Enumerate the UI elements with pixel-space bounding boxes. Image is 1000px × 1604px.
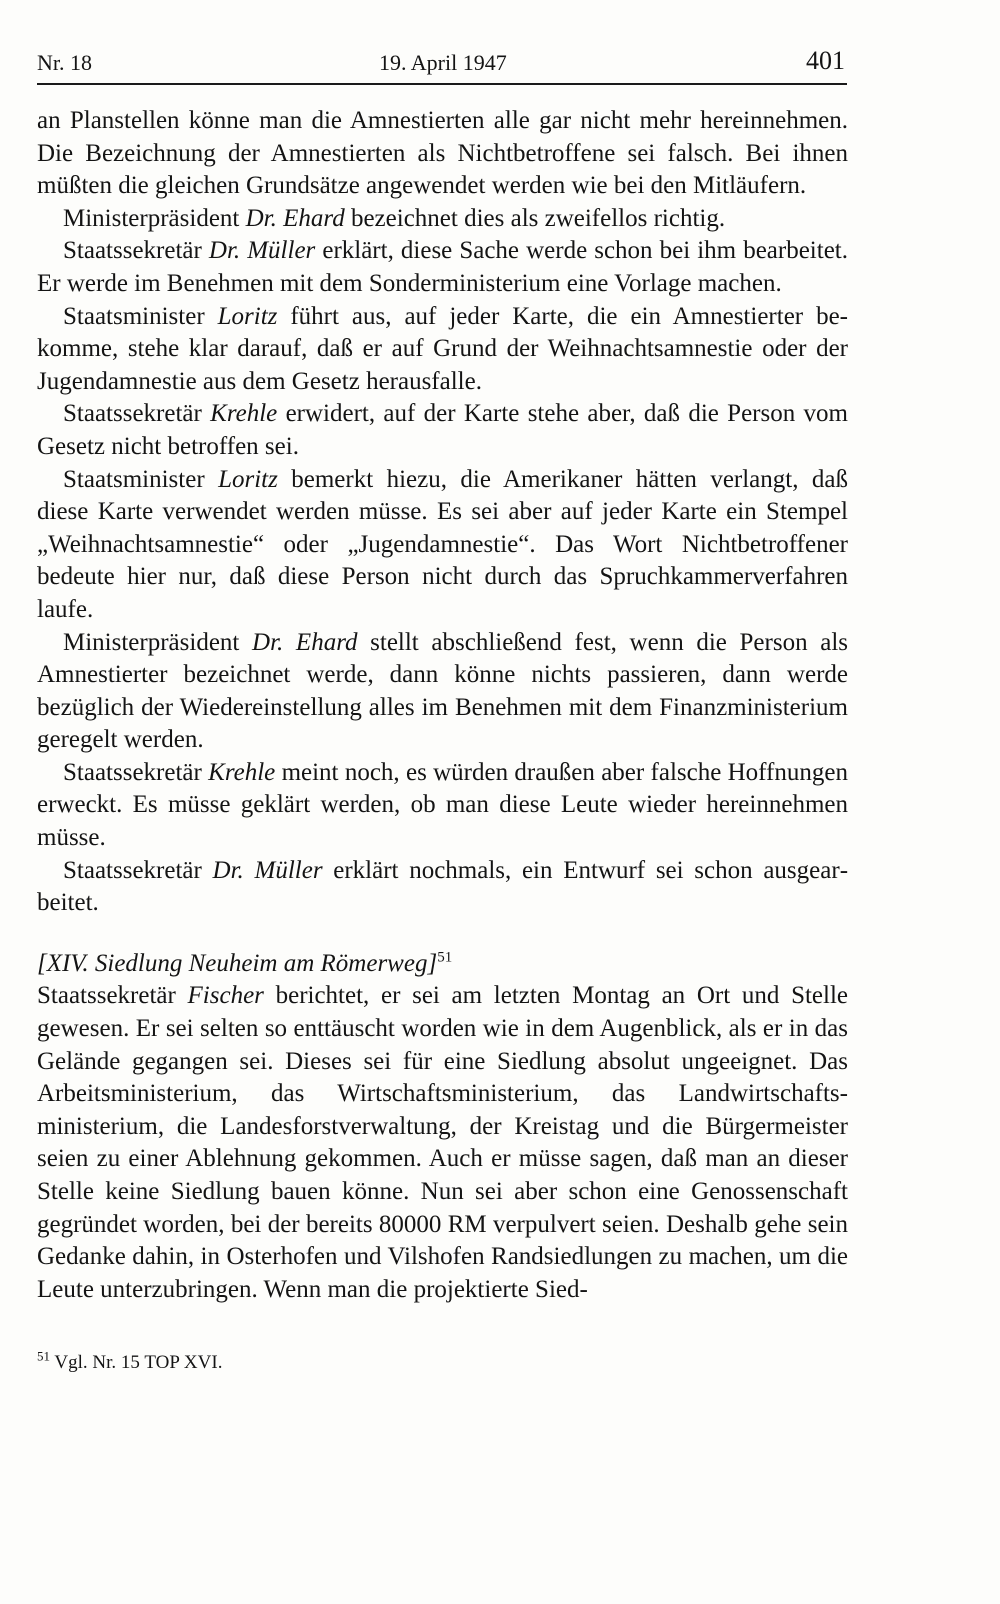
footnote-number: 51 bbox=[37, 1348, 50, 1364]
paragraph-ehard-2: Ministerpräsident Dr. Ehard stellt abschließend fest, wenn die Person als Amnestierter bezeichnet werde, dann könne nichts passieren, dann werde bezüglich der Wiedereinstellung alles im Benehmen mit dem Finanzministerium geregelt werden. bbox=[37, 628, 848, 754]
speaker-name: Fischer bbox=[187, 982, 264, 1010]
paragraph-mueller-1: Staatssekretär Dr. Müller erklärt, diese Sache werde schon bei ihm bearbeitet. Er werde im Benehmen mit dem Sonderministerium eine Vorlage machen. bbox=[37, 237, 848, 297]
page-number: 401 bbox=[806, 46, 845, 75]
paragraph-krehle-2: Staatssekretär Krehle meint noch, es würden draußen aber falsche Hoffnungen erweckt. Es müsse geklärt werden, ob man diese Leute wieder hereinnehmen müsse. bbox=[37, 758, 848, 852]
paragraph-loritz-2: Staatsminister Loritz bemerkt hiezu, die Amerikaner hätten verlangt, daß diese Karte verwendet werden müsse. Es sei aber auf jeder Karte ein Stempel „Weihnachtsamnestie“ oder „Jugendamnestie“. Das Wort Nichtbetroffener bedeute hier nur, daß diese Person nicht durch das Spruchkammerverfahren laufe. bbox=[37, 465, 848, 623]
meeting-date: 19. April 1947 bbox=[379, 50, 507, 75]
paragraph-krehle-1: Staatssekretär Krehle erwidert, auf der Karte stehe aber, daß die Person vom Gesetz nicht betroffen sei. bbox=[37, 400, 848, 460]
speaker-name: Dr. Ehard bbox=[252, 628, 358, 656]
footnote-reference[interactable]: 51 bbox=[437, 949, 453, 966]
paragraph-loritz-1: Staatsminister Loritz führt aus, auf jeder Karte, die ein Amnestierter bekomme, stehe klar darauf, daß er auf Grund der Weihnachtsamnestie oder der Jugendamnestie aus dem Gesetz herausfalle. bbox=[37, 302, 848, 395]
speaker-name: Dr. Ehard bbox=[245, 204, 345, 232]
speaker-name: Loritz bbox=[217, 302, 278, 330]
paragraph-continuation: an Planstellen könne man die Amnestierten alle gar nicht mehr hereinnehmen. Die Bezeichnung der Amnestierten als Nichtbetroffene sei falsch. Bei ihnen müßten die gleichen Grundsätze angewendet werden wie bei den Mitläufern. bbox=[37, 107, 848, 200]
footnote-text: Vgl. Nr. 15 TOP XVI. bbox=[54, 1352, 223, 1373]
document-number: Nr. 18 bbox=[37, 50, 92, 75]
paragraph-ehard-1: Ministerpräsident Dr. Ehard bezeichnet dies als zweifellos richtig. bbox=[63, 204, 726, 232]
body-text bbox=[37, 105, 848, 1306]
header-rule bbox=[37, 83, 847, 85]
speaker-name: Dr. Müller bbox=[212, 856, 323, 884]
speaker-name: Dr. Müller bbox=[208, 237, 316, 265]
speaker-name: Loritz bbox=[218, 465, 278, 493]
paragraph-fischer: Staatssekretär Fischer berichtet, er sei am letzten Montag an Ort und Stelle gewesen. Er sei selten so enttäuscht worden wie in dem Augenblick, als er in das Gelände gegangen sei. Dieses sei für eine Siedlung absolut ungeeignet. Das Arbeitsministerium, das Wirtschaftsministerium, das Landwirtschaftsministerium, die Landesforstverwaltung, der Kreistag und die Bürgermeister seien zu einer Ablehnung gekommen. Auch er müsse sagen, daß man an dieser Stelle keine Siedlung bauen könne. Nun sei aber schon eine Genossenschaft gegründet worden, bei der bereits 80000 RM verpulvert seien. Deshalb gehe sein Gedanke dahin, in Osterhofen und Vilshofen Randsiedlungen zu machen, um die Leute unterzubringen. Wenn man die projektierte Sied- bbox=[37, 982, 848, 1303]
section-heading: [XIV. Siedlung Neuheim am Römerweg]$^{51}$ bbox=[37, 949, 453, 977]
speaker-name: Krehle bbox=[210, 400, 278, 428]
paragraph-mueller-2: Staatssekretär Dr. Müller erklärt nochmals, ein Entwurf sei schon ausgearbeitet. bbox=[37, 856, 849, 917]
footnote bbox=[37, 1348, 223, 1374]
running-head bbox=[37, 46, 845, 82]
speaker-name: Krehle bbox=[208, 758, 276, 786]
